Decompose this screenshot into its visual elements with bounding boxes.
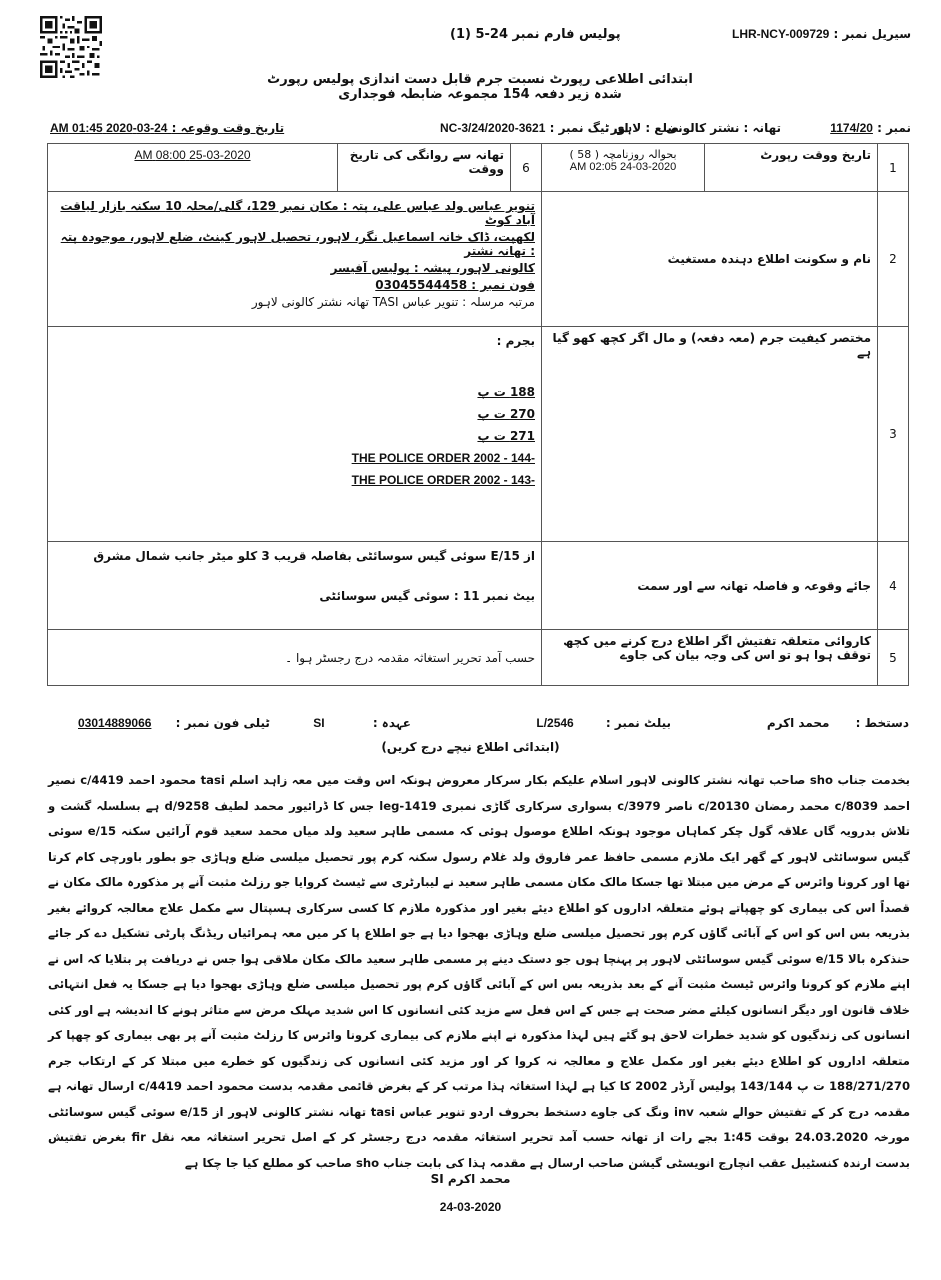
departure-datetime: 25-03-2020 08:00 AM bbox=[48, 144, 338, 192]
row-number: 1 bbox=[878, 144, 909, 192]
table-row bbox=[48, 542, 909, 630]
occurrence-label: تاریخ وقت وقوعہ : bbox=[171, 121, 285, 135]
fir-number-label: نمبر : bbox=[877, 121, 911, 135]
complainant-line: کالونی لاہور، پیشہ : پولیس آفیسر bbox=[330, 261, 535, 275]
row-number: 2 bbox=[878, 192, 909, 327]
row-number: 4 bbox=[878, 542, 909, 630]
rank-value: SI bbox=[313, 716, 325, 730]
footer-signature: محمد اکرم SI bbox=[430, 1172, 511, 1186]
roznamcha-ref: بحوالہ روزنامچہ ( 58 ) bbox=[569, 148, 677, 161]
crime-section: 188 ت پ bbox=[477, 385, 535, 399]
qr-code-icon bbox=[40, 16, 102, 78]
row-label: کاروائی متعلقہ تفتیش اگر اطلاع درج کرنے میں کچھ توقف ہوا ہو تو اس کی وجہ بیان کی جاوے bbox=[542, 630, 878, 686]
place-text: از 15/E سوئی گیس سوسائٹی بفاصلہ قریب 3 کلو میٹر جانب شمال مشرق bbox=[93, 549, 535, 563]
table-row bbox=[48, 144, 909, 192]
crime-section: 271 ت پ bbox=[477, 429, 535, 443]
rank-label: عہدہ : bbox=[372, 716, 411, 730]
occurrence-value: 24-03-2020 01:45 AM bbox=[50, 121, 168, 135]
occurrence-place bbox=[48, 542, 542, 630]
fir-number-value: 1174/20 bbox=[830, 121, 873, 135]
serial-value: LHR-NCY-009729 bbox=[731, 27, 830, 41]
body-paragraph: بخدمت جناب sho صاحب تھانہ نشتر کالونی لاہور اسلام علیکم بکار سرکار معروض ہونکہ اس وقت میں معہ زاہد اسلم tasi محمود احمد 4419/c نصیر احمد 8039/c محمد رمضان 20130/c ناصر 3979/c بسواری سرکاری گاڑی نمبری leg-1419 جس کا ڈرائیور محمد لطیف 9258/d ہے بسلسلہ گشت و تلاش بدرویہ گاں علاقہ گول چکر کماہاں موجود ہونکہ اطلاع موصول ہوئی کہ مسمی طاہر سعید ولد میاں محمد سعید قوم آرائیں سکنہ 15/e سوئی گیس سوسائٹی لاہور کے گھر ایک ملازم مسمی حافظ عمر فاروق ولد غلام رسول سکنہ کرم پور تحصیل میلسی ضلع وہاڑی جو بطور باورچی کام کرتا تھا اور کرونا وائرس کے مرض میں مبتلا تھا جسکا مالک مکان مسمی طاہر سعید نے لیبارٹری سے ٹیسٹ کروایا جو رزلٹ مثبت آنے پر مذکورہ مالک مکان نے قصداً اس کی بیماری کو چھپاتے ہوئے متعلقہ اداروں کو اطلاع دیئے بغیر اور مذکورہ ملازم کا کسی سرکاری ہسپتال سے مکمل علاج معالجہ کروائے بغیر بذریعہ بس اس کو اس کے آبائی گاؤں کرم پور تحصیل میلسی ضلع وہاڑی بھجوا دیا ہے جو اطلاع پا کر میں معہ ہمرائیاں ریڈنگ پارٹی تشکیل دے کر جائے حنذکرہ بالا 15/e سوئی گیس سوسائٹی لاہور پر پہنچا ہوں جو دستک دینے پر مسمی طاہر سعید مالک مکان ملاقی ہوا جس نے دریافت پر بتلایا کہ اس نے اپنے ملازم کو کرونا وائرس ٹیسٹ مثبت آنے کے بعد بذریعہ بس اس کے آبائی گاؤں کرم پور تحصیل میلسی ضلع وہاڑی بھجوا دیا ہے جسکا یہ فعل انتہائی خلاف قانون اور دیگر انسانوں کیلئے مضر صحت ہے جس کے اس فعل سے مزید کئی انسانوں کا اس شدید مہلک مرض سے متاثر ہونے کا اندیشہ ہے اور کئی انسانوں کی زندگیوں کو شدید خطرات لاحق ہو گئے ہیں لہذا مذکورہ نے اپنے ملازم کی بیماری کرونا وائرس کا رزلٹ مثبت آنے پر بھی بیماری کو چھپا کر متعلقہ اداروں کو اطلاع دیئے بغیر اور مکمل علاج و معالجہ نہ کروا کر اور مزید کئی انسانوں کی زندگیوں کو خطرے میں مبتلا کر کے ارتکاب جرم 188/271/270 ت پ 143/144 پولیس آرڈر 2002 کا کیا ہے لہذا استغاثہ ہذا مرتب کر کے بغرض قائمی مقدمہ بدست محمود احمد 4419/c ارسال تھانہ ہے مقدمہ درج کر کے تفتیش حوالے شعبہ inv ونگ کی جاوے دستخط بحروف اردو تنویر عباس tasi تھانہ نشتر کالونی لاہور از 15/e سوئی گیس سوسائٹی مورخہ 24.03.2020 بوقت 1:45 بجے رات از تھانہ حسب آمد تحریر استغاثہ مقدمہ درج رجسٹر کر کے اصل تحریر استغاثہ معہ نقل fir بغرض تفتیش بدست ارندہ کنسٹیبل عقب انچارج انویسٹی گیشن صاحب ارسال ہے مقدمہ ہذا کی بابت جناب sho صاحب کو مطلع کیا جا چکا ہے bbox=[48, 773, 911, 1170]
row-number: 6 bbox=[511, 144, 542, 192]
row-label: مختصر کیفیت جرم (معہ دفعہ) و مال اگر کچھ کھو گیا ہے bbox=[542, 327, 878, 542]
etag-value: NC-3/24/2020-3621 bbox=[440, 121, 546, 135]
row-label: تاریخ ووقت رپورٹ bbox=[705, 144, 878, 192]
report-datetime bbox=[542, 144, 705, 192]
beat-text: بیٹ نمبر 11 : سوئی گیس سوسائٹی bbox=[319, 589, 535, 603]
district: ضلع : لاہور bbox=[610, 121, 679, 135]
crime-sections bbox=[48, 327, 542, 542]
phone-label: ٹیلی فون نمبر : bbox=[175, 716, 270, 730]
form-number: پولیس فارم نمبر 24-5 (1) bbox=[450, 27, 621, 42]
phone bbox=[78, 716, 270, 730]
crime-heading: بجرم : bbox=[496, 334, 535, 348]
row-label: تھانہ سے روانگی کی تاریخ ووقت bbox=[338, 144, 511, 192]
report-datetime-value: 24-03-2020 02:05 AM bbox=[569, 161, 677, 173]
first-information-text bbox=[48, 768, 910, 1176]
body-heading: (ابتدائی اطلاع نیچے درج کریں) bbox=[381, 740, 560, 754]
officer-name: محمد اکرم bbox=[766, 716, 830, 730]
serial-number bbox=[732, 27, 911, 41]
fir-details-table bbox=[47, 143, 909, 686]
occurrence-datetime bbox=[50, 121, 284, 135]
sender-line: مرتبہ مرسلہ : تنویر عباس TASI تھانہ نشتر کالونی لاہور bbox=[251, 295, 535, 309]
complainant-line: تنویر عباس ولد عباس علی، پتہ : مکان نمبر 129، گلی/محلہ 10 سکنہ بازار لیاقت آباد کوٹ bbox=[60, 199, 535, 227]
belt-label: بیلٹ نمبر : bbox=[605, 716, 671, 730]
row-label: جائے وقوعہ و فاصلہ تھانہ سے اور سمت bbox=[542, 542, 878, 630]
serial-label: سیریل نمبر : bbox=[833, 27, 911, 41]
complainant-line: لکھپت، ڈاک خانہ اسماعیل نگر، لاہور، تحصیل لاہور کینٹ، ضلع لاہور، موجودہ پتہ : تھانہ نشتر bbox=[60, 230, 535, 258]
row-number: 3 bbox=[878, 327, 909, 542]
belt-value: 2546/L bbox=[536, 716, 574, 730]
belt-number bbox=[536, 716, 671, 730]
phone-value: 03014889066 bbox=[78, 716, 152, 730]
table-row bbox=[48, 327, 909, 542]
footer-date: 24-03-2020 bbox=[439, 1200, 502, 1214]
police-station: تھانہ : نشتر کالونی bbox=[665, 121, 781, 135]
table-row bbox=[48, 192, 909, 327]
row-label: نام و سکونت اطلاع دہندہ مستغیث bbox=[542, 192, 878, 327]
rank bbox=[313, 716, 411, 730]
signature bbox=[767, 716, 909, 730]
row-number: 5 bbox=[878, 630, 909, 686]
etag bbox=[440, 121, 629, 135]
fir-number bbox=[830, 121, 911, 135]
delay-reason: حسب آمد تحریر استغاثہ مقدمہ درج رجسٹر ہوا ۔ bbox=[48, 630, 542, 686]
etag-label: ای ٹیگ نمبر : bbox=[549, 121, 629, 135]
crime-section: THE POLICE ORDER 2002 - 143- bbox=[351, 473, 535, 487]
signature-label: دستخط : bbox=[855, 716, 909, 730]
complainant-phone: فون نمبر : 03045544458 bbox=[375, 278, 535, 292]
table-row bbox=[48, 630, 909, 686]
complainant-details bbox=[48, 192, 542, 327]
document-title: ابتدائی اطلاعی رپورٹ نسبت جرم قابل دست اندازی پولیس رپورٹ شدہ زیر دفعہ 154 مجموعہ ضابطہ فوجداری bbox=[267, 72, 693, 102]
crime-section: 270 ت پ bbox=[477, 407, 535, 421]
crime-section: THE POLICE ORDER 2002 - 144- bbox=[351, 451, 535, 465]
